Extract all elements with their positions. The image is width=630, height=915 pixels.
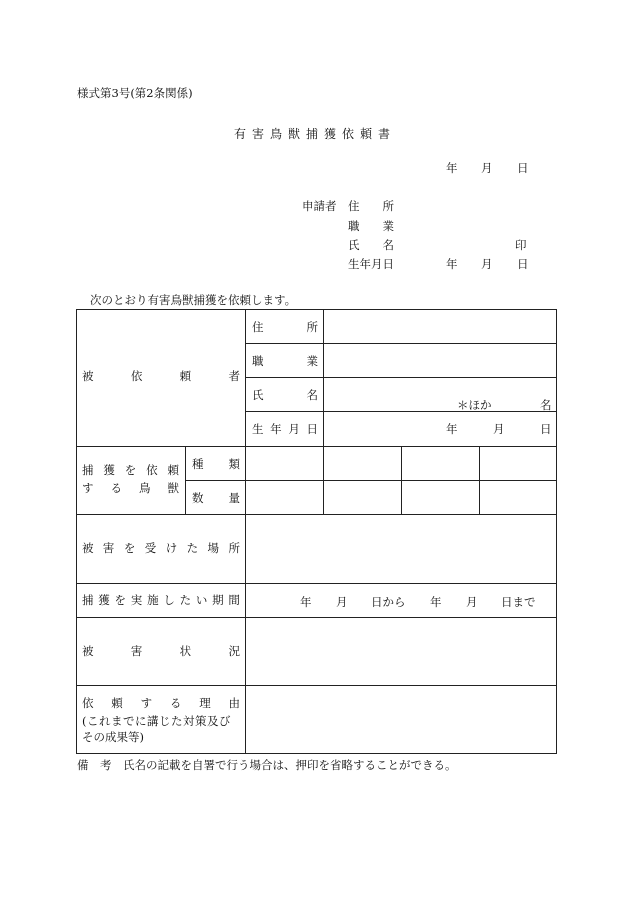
label-char: 住	[252, 320, 264, 334]
requestee-name-label	[252, 386, 318, 404]
label-char: 名	[306, 388, 318, 402]
intro-text: 次のとおり有害鳥獣捕獲を依頼します。	[90, 293, 297, 307]
reason-label-line2: (これまでに講じた対策及び	[82, 714, 231, 728]
date-month: 月	[481, 161, 493, 175]
label-char: 業	[306, 354, 318, 368]
requestee-name-field[interactable]	[324, 378, 556, 411]
label-char: 捕	[82, 593, 94, 607]
target-label-line1	[82, 462, 179, 478]
form-title: 有害鳥獣捕獲依頼書	[234, 127, 397, 141]
species-field-1[interactable]	[246, 447, 323, 480]
table-border-left	[76, 309, 77, 754]
label-char: 捕	[82, 463, 94, 477]
label-char: た	[179, 593, 192, 607]
seal-mark: 印	[515, 238, 527, 252]
label-char: 月	[288, 422, 300, 436]
section-divider	[76, 583, 557, 584]
label-char: 氏	[252, 388, 264, 402]
label-char: 所	[228, 541, 240, 555]
species-field-2[interactable]	[324, 447, 401, 480]
period-from-year: 年	[300, 595, 312, 609]
label-char: た	[186, 541, 199, 555]
damage-place-label	[82, 539, 240, 557]
label-char: 間	[228, 593, 240, 607]
damage-place-field[interactable]	[246, 515, 556, 583]
date-day: 日	[517, 161, 529, 175]
quantity-label	[192, 489, 240, 507]
table-border-bottom	[76, 753, 557, 754]
label-char: 年	[270, 422, 282, 436]
applicant-birth-day: 日	[517, 257, 529, 271]
applicant-name-label: 氏 名	[348, 238, 394, 252]
label-char: 鳥	[139, 481, 151, 495]
requestee-birth-label	[252, 420, 318, 438]
date-year: 年	[446, 161, 458, 175]
species-field-4[interactable]	[480, 447, 556, 480]
label-char: 頼	[167, 463, 179, 477]
label-char: 獲	[98, 593, 110, 607]
requestee-address-field[interactable]	[324, 310, 556, 343]
quantity-field-2[interactable]	[324, 481, 401, 514]
others-unit: 名	[540, 398, 552, 412]
label-char: 種	[192, 457, 204, 471]
label-char: 況	[228, 644, 240, 658]
label-char: 被	[82, 644, 94, 658]
label-char: 依	[146, 463, 158, 477]
label-char: 日	[306, 422, 318, 436]
label-char: し	[163, 593, 175, 607]
label-char: 類	[228, 457, 240, 471]
label-char: を	[123, 541, 136, 555]
label-char: を	[114, 593, 127, 607]
label-char: 生	[252, 422, 264, 436]
reason-label-line3: その成果等)	[82, 730, 144, 744]
requestee-birth-month: 月	[493, 422, 505, 436]
label-char: 場	[207, 541, 220, 555]
label-char: 頼	[179, 369, 192, 383]
label-char: す	[82, 481, 94, 495]
applicant-birth-label: 生年月日	[348, 257, 394, 271]
label-char: 量	[228, 491, 240, 505]
label-char: 所	[306, 320, 318, 334]
species-field-3[interactable]	[402, 447, 479, 480]
quantity-field-4[interactable]	[480, 481, 556, 514]
label-char: る	[110, 481, 122, 495]
label-char: 職	[252, 354, 264, 368]
label-char: 者	[228, 369, 240, 383]
period-from-month: 月	[336, 595, 348, 609]
target-label-divider	[185, 446, 186, 515]
requestee-occupation-label	[252, 352, 318, 370]
applicant-heading: 申請者	[302, 199, 337, 213]
reason-label-line1	[82, 695, 240, 711]
label-char: 頼	[111, 696, 123, 710]
label-char: 施	[147, 593, 159, 607]
label-char: 由	[228, 696, 240, 710]
requestee-address-label	[252, 318, 318, 336]
applicant-birth-month: 月	[481, 257, 493, 271]
period-from-day: 日から	[371, 595, 406, 609]
requestee-label	[82, 366, 240, 386]
period-to-day: 日まで	[501, 595, 536, 609]
label-char: 受	[144, 541, 157, 555]
species-label	[192, 455, 240, 473]
label-char: 依	[82, 696, 94, 710]
period-to-month: 月	[466, 595, 478, 609]
requestee-birth-day: 日	[540, 422, 552, 436]
label-char: 期	[212, 593, 224, 607]
label-char: 被	[82, 541, 94, 555]
label-char: 獣	[167, 481, 179, 495]
label-char: 状	[179, 644, 192, 658]
others-note: ＊ほか	[457, 398, 492, 412]
period-to-year: 年	[430, 595, 442, 609]
requestee-occupation-field[interactable]	[324, 344, 556, 377]
label-char: す	[140, 696, 153, 710]
requestee-birth-year: 年	[446, 422, 458, 436]
quantity-field-1[interactable]	[246, 481, 323, 514]
label-char: い	[195, 593, 208, 607]
applicant-birth-year: 年	[446, 257, 458, 271]
form-number: 様式第3号(第2条関係)	[77, 86, 193, 100]
remarks-note: 備 考 氏名の記載を自署で行う場合は、押印を省略することができる。	[77, 758, 457, 772]
label-char: る	[169, 696, 182, 710]
label-char: 害	[102, 541, 115, 555]
label-char: 獲	[103, 463, 115, 477]
target-label-line2	[82, 480, 179, 496]
table-border-right	[556, 309, 557, 754]
label-char: 数	[192, 491, 204, 505]
period-label	[82, 591, 240, 609]
label-char: け	[165, 541, 178, 555]
damage-status-label	[82, 642, 240, 660]
quantity-field-3[interactable]	[402, 481, 479, 514]
row-divider	[245, 411, 557, 412]
label-char: 依	[130, 369, 143, 383]
applicant-occupation-label: 職 業	[348, 219, 394, 233]
label-char: 被	[82, 369, 94, 383]
damage-status-field[interactable]	[246, 618, 556, 685]
label-char: 理	[199, 696, 211, 710]
label-char: 害	[130, 644, 143, 658]
applicant-address-label: 住 所	[348, 199, 394, 213]
reason-field[interactable]	[246, 686, 556, 753]
label-char: を	[124, 463, 137, 477]
label-char: 実	[130, 593, 143, 607]
